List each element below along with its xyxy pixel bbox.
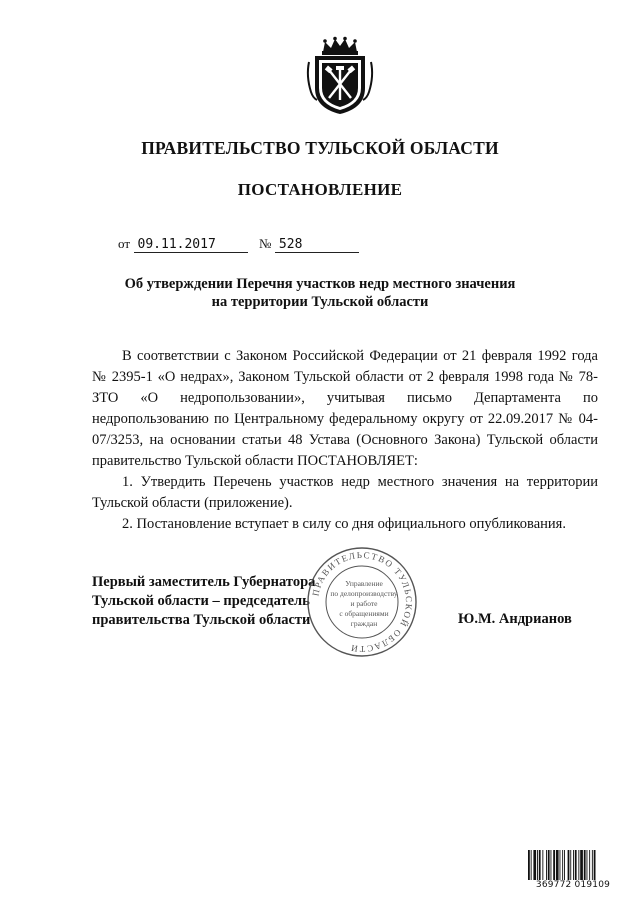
barcode-bar: [594, 850, 596, 880]
stamp-ring-text: ПРАВИТЕЛЬСТВО ТУЛЬСКОЙ ОБЛАСТИ: [310, 549, 415, 655]
barcode-bar: [531, 850, 532, 880]
signer-title: [92, 573, 315, 630]
document-body: [92, 346, 598, 535]
signer-line-3: правительства Тульской области: [92, 612, 311, 628]
stamp-center-line: с обращениями: [339, 609, 389, 618]
barcode-bar: [528, 850, 530, 880]
signer-name: Ю.М. Андрианов: [458, 611, 572, 627]
barcode-bar: [587, 850, 588, 880]
barcode-bar: [539, 850, 541, 880]
barcode-bar: [562, 850, 563, 880]
document-type: ПОСТАНОВЛЕНИЕ: [237, 180, 403, 199]
barcode-bar: [564, 850, 565, 880]
barcode-bar: [542, 850, 543, 880]
number-label: №: [259, 236, 272, 251]
date-number-line: [118, 236, 359, 253]
barcode-bar: [570, 850, 571, 880]
barcode-bar: [592, 850, 593, 880]
barcode-bar: [537, 850, 538, 880]
barcode-bar: [560, 850, 561, 880]
barcode-bar: [578, 850, 579, 880]
barcode-bar: [546, 850, 547, 880]
subject-line-2: на территории Тульской области: [211, 294, 429, 310]
barcode-bar: [553, 850, 555, 880]
stamp-center-line: и работе: [350, 599, 378, 608]
date-value: 09.11.2017: [134, 237, 248, 253]
government-title: ПРАВИТЕЛЬСТВО ТУЛЬСКОЙ ОБЛАСТИ: [141, 138, 499, 158]
official-stamp: [306, 546, 418, 658]
stamp-center-line: по делопроизводству: [330, 589, 398, 598]
barcode-bar: [548, 850, 550, 880]
barcode-bar: [575, 850, 577, 880]
barcode-bar: [573, 850, 574, 880]
document-subject: [0, 275, 640, 311]
body-paragraph: 2. Постановление вступает в силу со дня официального опубликования.: [122, 516, 566, 532]
body-paragraph: 1. Утвердить Перечень участков недр местного значения на территории Тульской области (приложение).: [92, 474, 598, 511]
barcode-number: 369772 019109: [535, 880, 611, 890]
subject-line-1: Об утверждении Перечня участков недр местного значения: [124, 276, 516, 292]
tula-coat-of-arms-icon: [303, 36, 377, 116]
stamp-center-line: граждан: [350, 619, 378, 628]
signer-line-2: Тульской области – председатель: [92, 593, 310, 609]
barcode-bar: [551, 850, 552, 880]
barcode-bar: [589, 850, 590, 880]
barcode-bar: [568, 850, 570, 880]
stamp-center-line: Управление: [345, 579, 383, 588]
body-paragraph: В соответствии с Законом Российской Федерации от 21 февраля 1992 года № 2395-1 «О недрах», Законом Тульской области от 2 февраля 1998 года № 78-ЗТО «О недропользовании», учитывая письмо Департамента по недропользованию по Центральному федеральному округу от 22.09.2017 № 04-07/3253, на основании статьи 48 Устава (Основного Закона) Тульской области правительство Тульской области ПОСТАНОВЛЯЕТ:: [92, 348, 598, 469]
barcode-bar: [584, 850, 586, 880]
barcode-bar: [580, 850, 583, 880]
number-value: 528: [275, 237, 359, 253]
barcode: [528, 850, 618, 880]
signer-line-1: Первый заместитель Губернатора: [92, 574, 316, 590]
barcode-bar: [533, 850, 536, 880]
date-label: от: [118, 236, 131, 251]
barcode-bar: [556, 850, 559, 880]
